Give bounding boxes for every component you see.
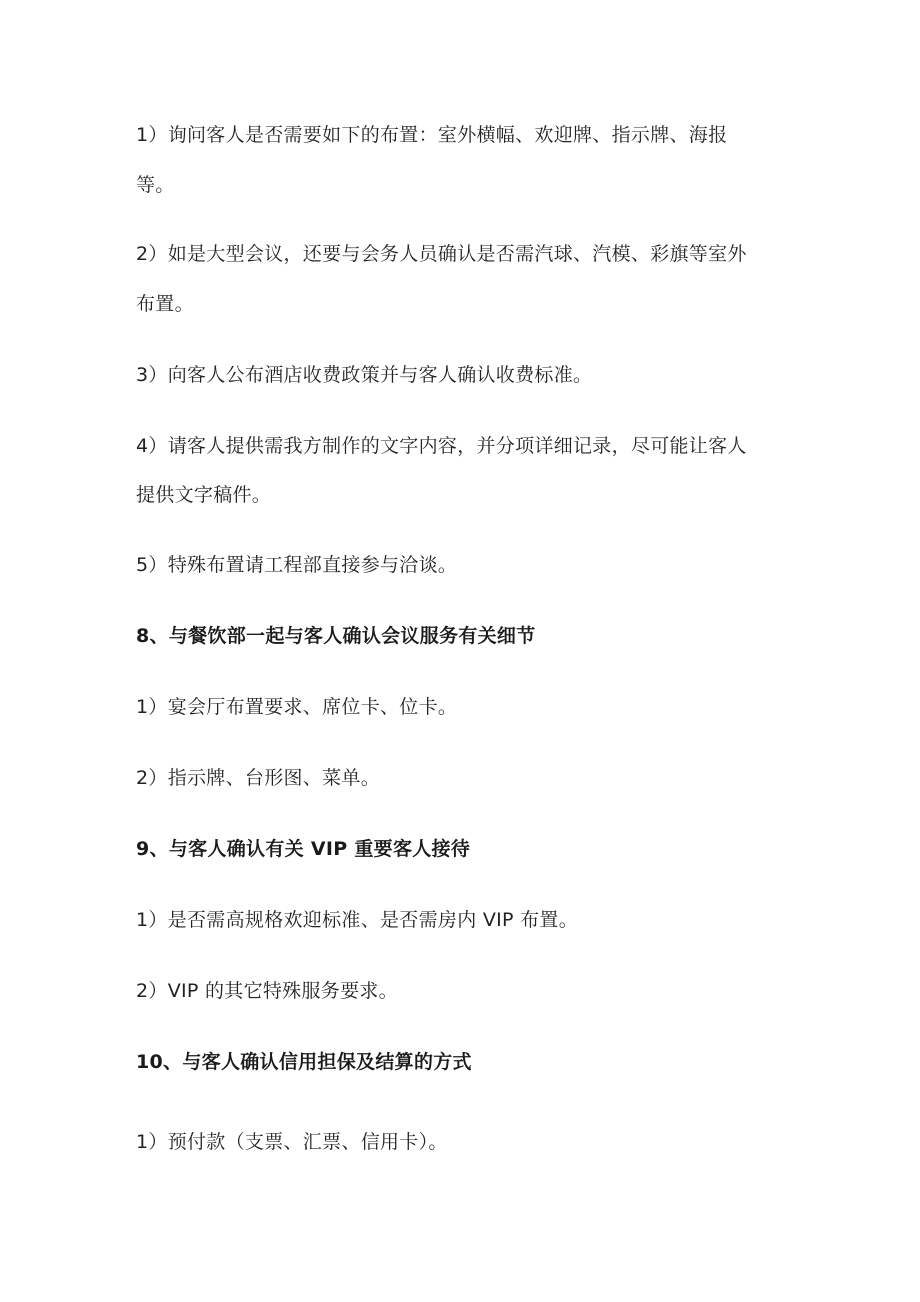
section-8-item-1: 1）宴会厅布置要求、席位卡、位卡。	[136, 696, 458, 718]
item-2-line-2: 布置。	[136, 293, 194, 315]
item-3-line: 3）向客人公布酒店收费政策并与客人确认收费标准。	[136, 364, 593, 386]
section-9-item-2: 2）VIP 的其它特殊服务要求。	[136, 980, 398, 1002]
section-9-heading: 9、与客人确认有关 VIP 重要客人接待	[136, 838, 471, 860]
section-8-item-2: 2）指示牌、台形图、菜单。	[136, 767, 380, 789]
item-1-line-1: 1）询问客人是否需要如下的布置：室外横幅、欢迎牌、指示牌、海报	[136, 124, 728, 146]
item-2-line-1: 2）如是大型会议，还要与会务人员确认是否需汽球、汽模、彩旗等室外	[136, 243, 747, 265]
section-8-heading: 8、与餐饮部一起与客人确认会议服务有关细节	[136, 625, 536, 647]
item-5-line: 5）特殊布置请工程部直接参与洽谈。	[136, 554, 458, 576]
section-10-item-1: 1）预付款（支票、汇票、信用卡）。	[136, 1131, 448, 1153]
item-4-line-1: 4）请客人提供需我方制作的文字内容，并分项详细记录，尽可能让客人	[136, 435, 747, 457]
item-1-line-2: 等。	[136, 174, 175, 196]
item-4-line-2: 提供文字稿件。	[136, 484, 272, 506]
section-9-item-1: 1）是否需高规格欢迎标准、是否需房内 VIP 布置。	[136, 909, 579, 931]
section-10-heading: 10、与客人确认信用担保及结算的方式	[136, 1051, 472, 1073]
